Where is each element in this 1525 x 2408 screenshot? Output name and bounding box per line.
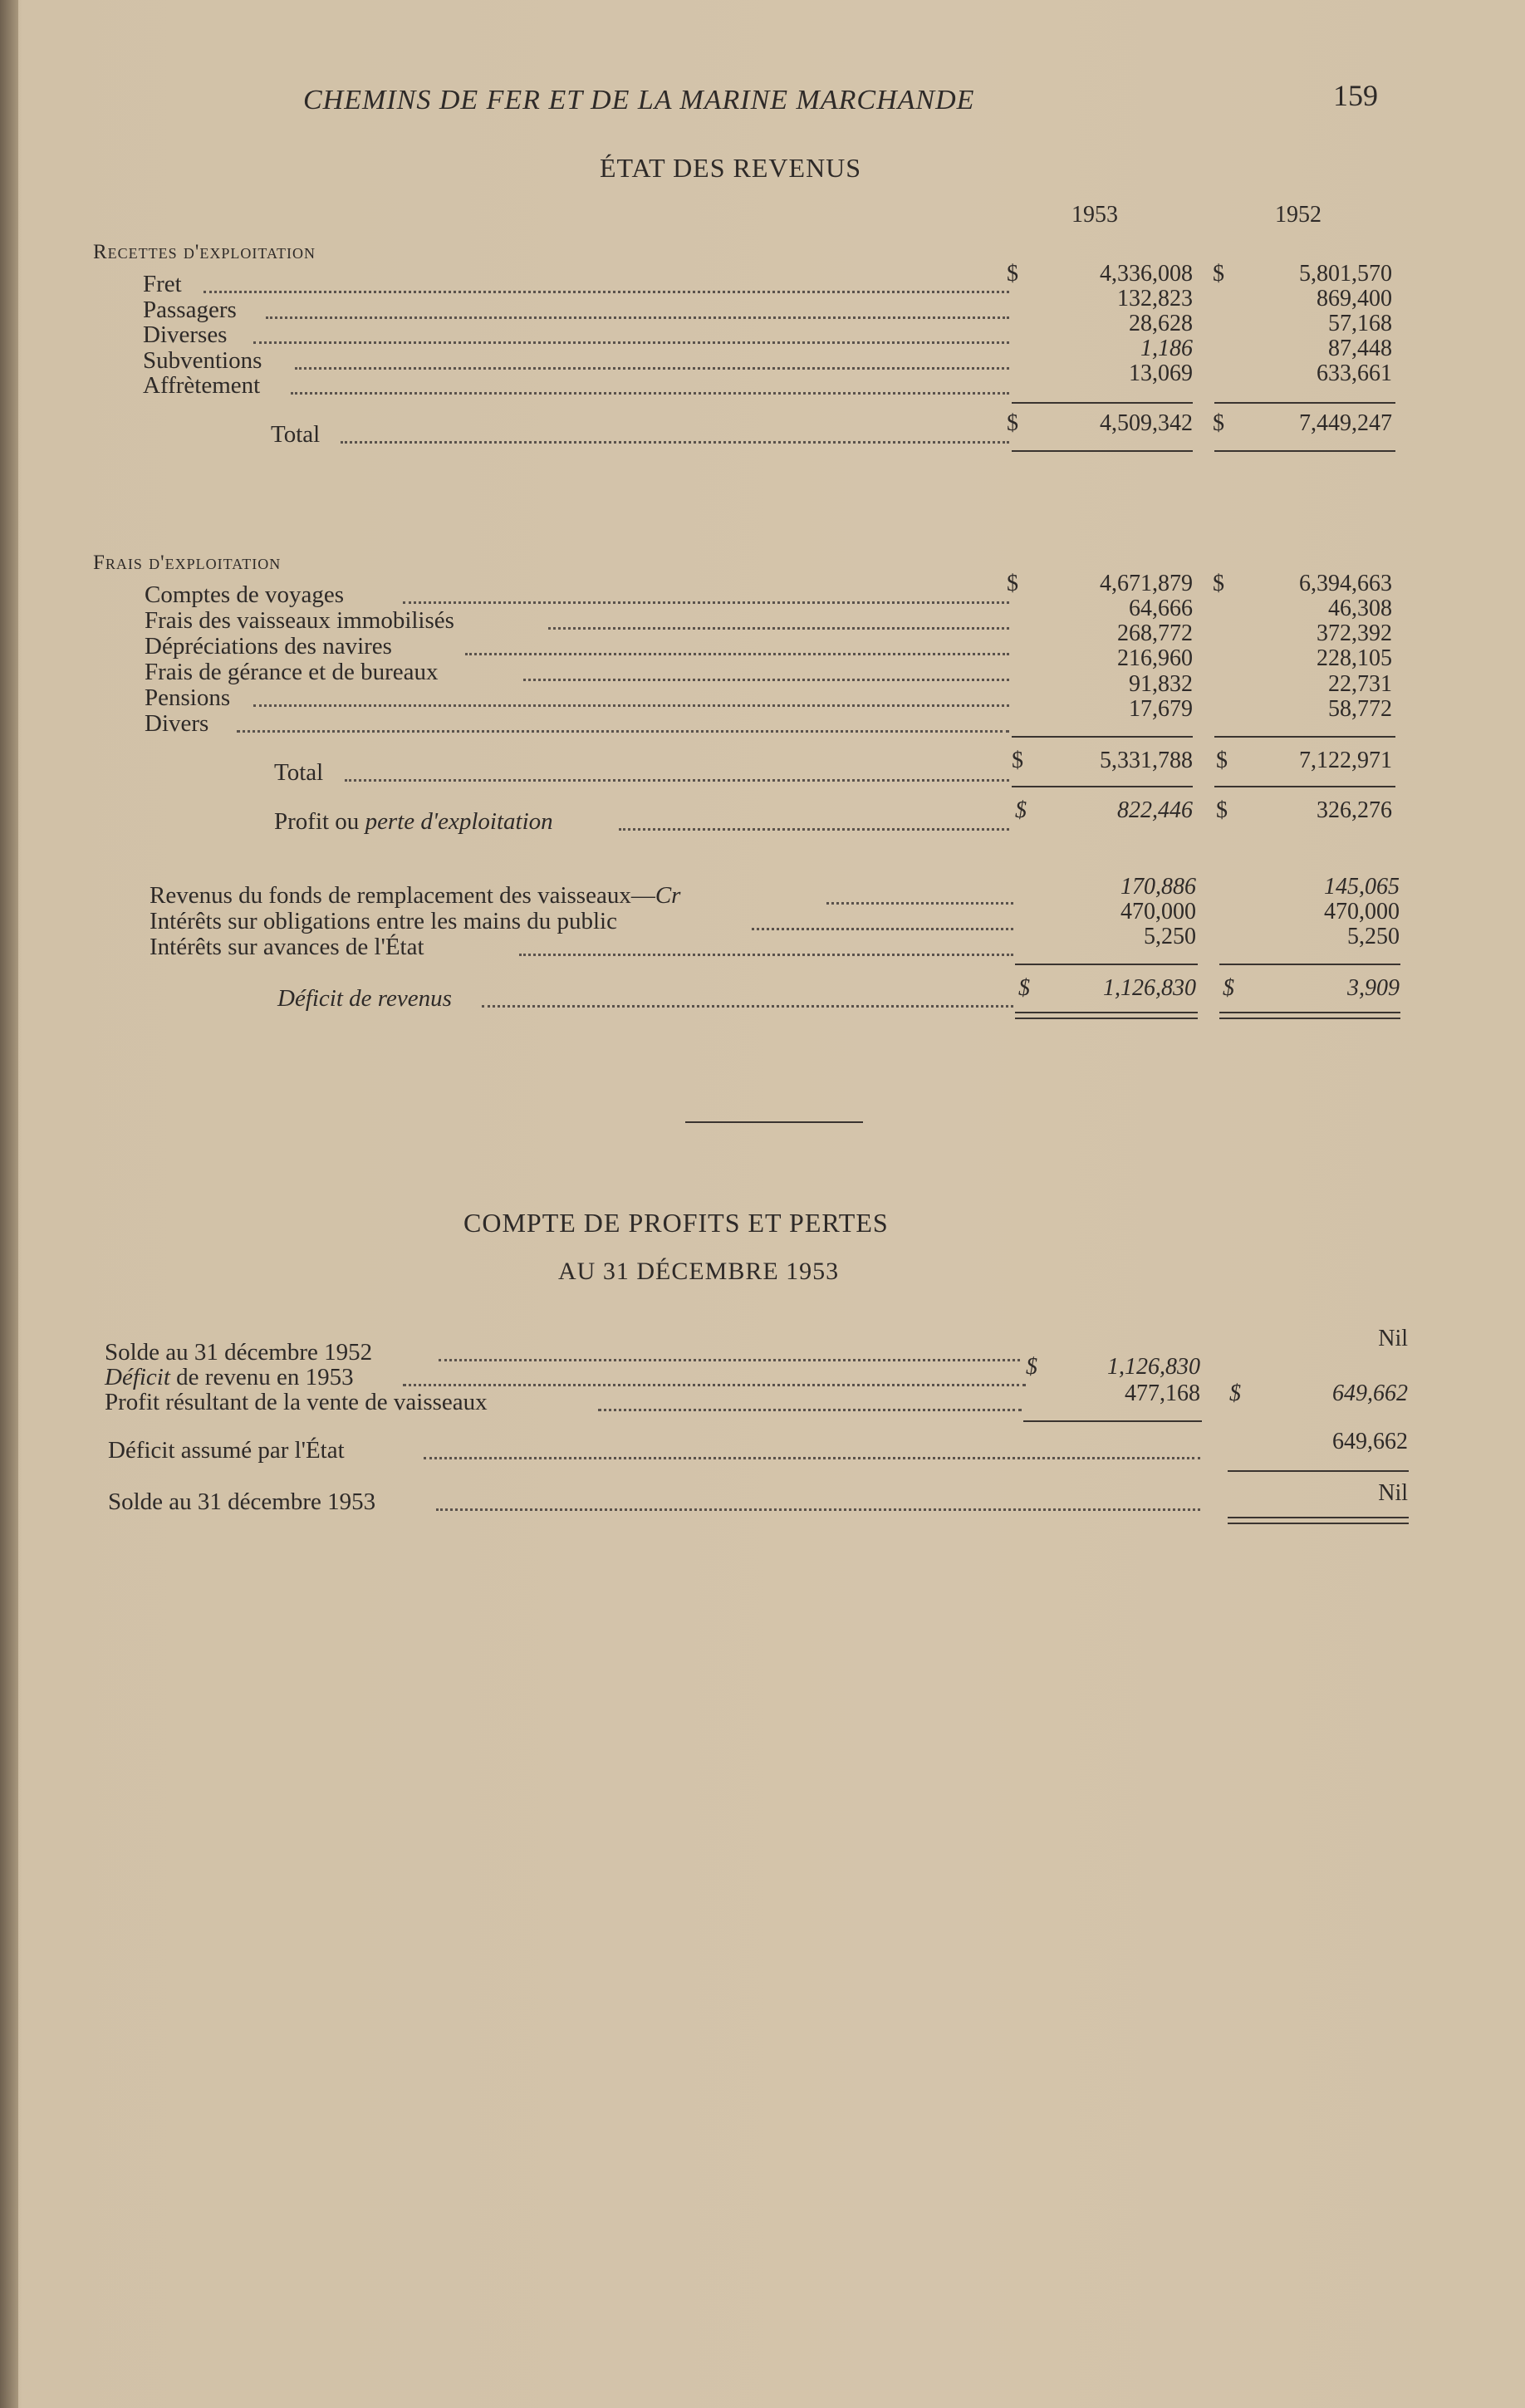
value-1953: 91,832 — [1129, 671, 1193, 697]
value-1953: 5,250 — [1144, 924, 1196, 949]
value-1952: 372,392 — [1317, 620, 1392, 646]
value-1952: 58,772 — [1328, 696, 1392, 722]
recettes-heading: Recettes d'exploitation — [93, 241, 316, 263]
deficit-1953-value: 1,126,830 — [1107, 1354, 1200, 1380]
dot-leader — [237, 730, 1009, 733]
sum-rule — [1214, 736, 1395, 738]
statement-title: ÉTAT DES REVENUS — [600, 153, 862, 183]
value-1953: 17,679 — [1129, 696, 1193, 722]
currency-sign: $ — [1007, 410, 1018, 436]
value-1952: 633,661 — [1317, 360, 1392, 386]
frais-heading: Frais d'exploitation — [93, 552, 282, 574]
value-1952: 5,250 — [1347, 924, 1400, 949]
row-label-affretement: Affrètement — [143, 372, 261, 399]
dot-leader — [291, 392, 1009, 395]
value-1952: 22,731 — [1328, 671, 1392, 697]
frais-total-label: Total — [274, 759, 324, 786]
frais-total-1952: 7,122,971 — [1299, 748, 1392, 773]
currency-sign: $ — [1213, 261, 1224, 287]
year-1953-header: 1953 — [1071, 202, 1118, 228]
dot-leader — [295, 367, 1009, 370]
value-1952: 87,448 — [1328, 336, 1392, 361]
dot-leader — [341, 441, 1009, 444]
sum-rule — [1214, 402, 1395, 404]
dot-leader — [439, 1359, 1020, 1361]
total-rule — [1214, 450, 1395, 452]
dot-leader — [826, 902, 1013, 905]
dot-leader — [436, 1508, 1200, 1511]
profit-label: Profit ou perte d'exploitation — [274, 808, 553, 835]
dot-leader — [752, 928, 1013, 930]
deficit-revenus-label: Déficit de revenus — [277, 985, 452, 1012]
dot-leader — [548, 627, 1009, 630]
value-1952: 145,065 — [1324, 874, 1400, 900]
pl-subtitle: AU 31 DÉCEMBRE 1953 — [558, 1258, 840, 1285]
currency-sign: $ — [1229, 1381, 1241, 1406]
dot-leader — [403, 1384, 1026, 1386]
row-label-vaisseaux-immobilises: Frais des vaisseaux immobilisés — [145, 607, 454, 634]
solde-1953-value: Nil — [1378, 1480, 1408, 1506]
dot-leader — [482, 1005, 1013, 1008]
dot-leader — [619, 828, 1009, 831]
row-label-divers: Divers — [145, 710, 209, 737]
running-header: CHEMINS DE FER ET DE LA MARINE MARCHANDE — [303, 85, 975, 115]
deficit-1952: 3,909 — [1347, 975, 1400, 1001]
deficit-1953-label: Déficit de revenu en 1953 — [105, 1364, 354, 1390]
page-number: 159 — [1333, 79, 1378, 112]
value-1952: 869,400 — [1317, 286, 1392, 311]
currency-sign: $ — [1216, 748, 1228, 773]
value-1953: 216,960 — [1117, 645, 1193, 671]
double-total-rule — [1015, 1012, 1198, 1019]
deficit-etat-value: 649,662 — [1332, 1429, 1408, 1454]
dot-leader — [403, 601, 1009, 604]
value-1953: 4,336,008 — [1100, 261, 1193, 287]
currency-sign: $ — [1223, 975, 1234, 1001]
currency-sign: $ — [1007, 261, 1018, 287]
total-rule — [1012, 786, 1193, 787]
currency-sign: $ — [1012, 748, 1023, 773]
sum-rule — [1228, 1470, 1409, 1472]
solde-1952-label: Solde au 31 décembre 1952 — [105, 1339, 373, 1366]
dot-leader — [253, 341, 1009, 344]
dot-leader — [465, 653, 1009, 655]
value-1953: 64,666 — [1129, 596, 1193, 621]
profit-vente-value: 477,168 — [1125, 1381, 1200, 1406]
double-total-rule — [1219, 1012, 1400, 1019]
dot-leader — [266, 316, 1009, 319]
dot-leader — [203, 291, 1009, 293]
value-1953: 13,069 — [1129, 360, 1193, 386]
row-label-fonds-remplacement: Revenus du fonds de remplacement des vaisseaux—Cr — [150, 882, 681, 909]
solde-1952-value: Nil — [1378, 1326, 1408, 1351]
currency-sign: $ — [1018, 975, 1030, 1001]
sum-rule — [1023, 1420, 1202, 1422]
row-label-diverses: Diverses — [143, 321, 228, 348]
value-1952: 5,801,570 — [1299, 261, 1392, 287]
profit-vente-label: Profit résultant de la vente de vaisseaux — [105, 1389, 488, 1415]
row-label-interets-obligations: Intérêts sur obligations entre les mains du public — [150, 908, 617, 934]
row-label-fret: Fret — [143, 271, 182, 297]
profit-1952: 326,276 — [1317, 797, 1392, 823]
currency-sign: $ — [1007, 571, 1018, 596]
recettes-total-1952: 7,449,247 — [1299, 410, 1392, 436]
profit-vente-net: 649,662 — [1332, 1381, 1408, 1406]
sum-rule — [1219, 964, 1400, 965]
row-label-pensions: Pensions — [145, 684, 231, 711]
value-1953: 132,823 — [1117, 286, 1193, 311]
row-label-depreciations: Dépréciations des navires — [145, 633, 392, 660]
value-1953: 470,000 — [1120, 899, 1196, 924]
dot-leader — [253, 704, 1009, 707]
solde-1953-label: Solde au 31 décembre 1953 — [108, 1488, 376, 1515]
value-1952: 46,308 — [1328, 596, 1392, 621]
recettes-total-label: Total — [271, 421, 321, 448]
total-rule — [1214, 786, 1395, 787]
value-1952: 57,168 — [1328, 311, 1392, 336]
currency-sign: $ — [1216, 797, 1228, 823]
dot-leader — [424, 1457, 1200, 1459]
currency-sign: $ — [1213, 410, 1224, 436]
value-1953: 170,886 — [1120, 874, 1196, 900]
row-label-interets-avances: Intérêts sur avances de l'État — [150, 934, 424, 960]
dot-leader — [519, 954, 1013, 956]
row-label-passagers: Passagers — [143, 297, 237, 323]
pl-title: COMPTE DE PROFITS ET PERTES — [463, 1208, 889, 1238]
double-total-rule — [1228, 1517, 1409, 1524]
value-1953: 28,628 — [1129, 311, 1193, 336]
page-binding-edge — [0, 0, 18, 2408]
row-label-comptes-voyages: Comptes de voyages — [145, 581, 345, 608]
sum-rule — [1012, 736, 1193, 738]
currency-sign: $ — [1015, 797, 1027, 823]
value-1952: 6,394,663 — [1299, 571, 1392, 596]
sum-rule — [1015, 964, 1198, 965]
currency-sign: $ — [1213, 571, 1224, 596]
value-1952: 228,105 — [1317, 645, 1392, 671]
deficit-etat-label: Déficit assumé par l'État — [108, 1437, 345, 1464]
currency-sign: $ — [1026, 1354, 1037, 1380]
profit-1953: 822,446 — [1117, 797, 1193, 823]
deficit-1953: 1,126,830 — [1103, 975, 1196, 1001]
year-1952-header: 1952 — [1275, 202, 1322, 228]
dot-leader — [523, 679, 1009, 681]
sum-rule — [1012, 402, 1193, 404]
value-1952: 470,000 — [1324, 899, 1400, 924]
value-1953: 4,671,879 — [1100, 571, 1193, 596]
frais-total-1953: 5,331,788 — [1100, 748, 1193, 773]
value-1953: 1,186 — [1140, 336, 1193, 361]
dot-leader — [345, 779, 1009, 782]
recettes-total-1953: 4,509,342 — [1100, 410, 1193, 436]
value-1953: 268,772 — [1117, 620, 1193, 646]
section-divider — [685, 1121, 863, 1123]
row-label-subventions: Subventions — [143, 347, 262, 374]
dot-leader — [598, 1409, 1022, 1411]
total-rule — [1012, 450, 1193, 452]
row-label-gerance: Frais de gérance et de bureaux — [145, 659, 439, 685]
